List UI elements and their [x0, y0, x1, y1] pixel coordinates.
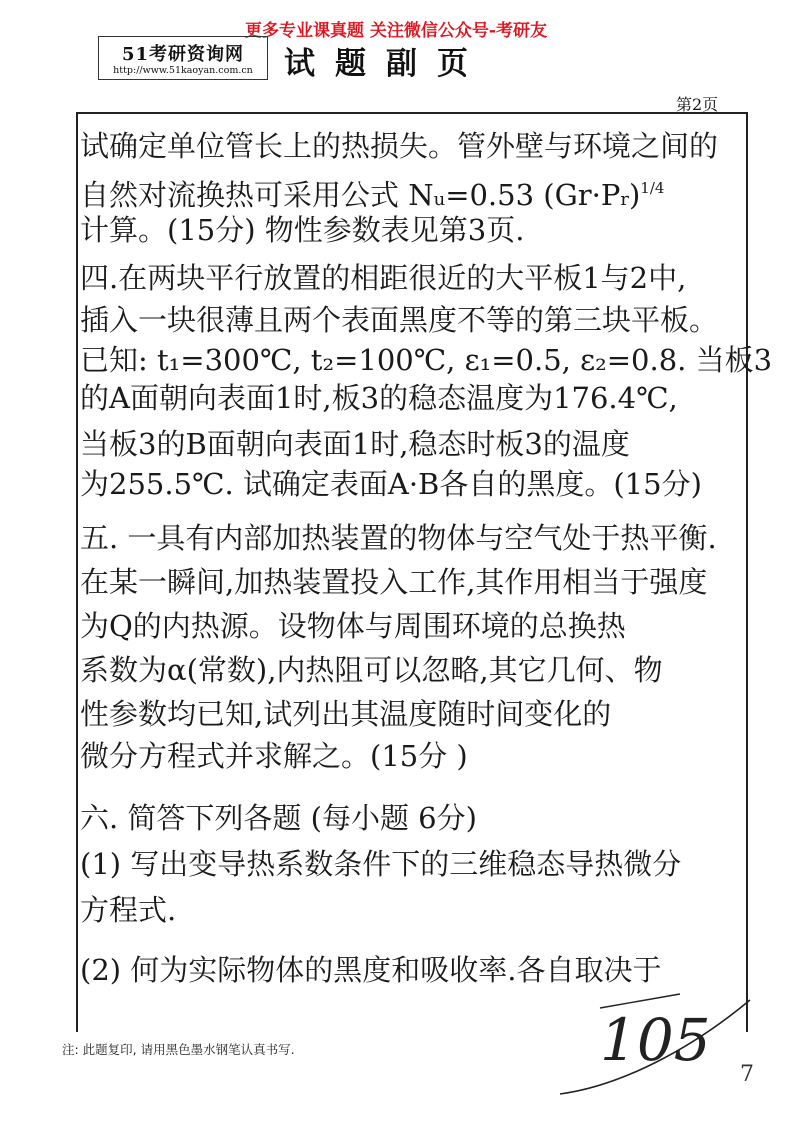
logo-text: 51考研资询网: [121, 44, 245, 65]
body-line: 方程式.: [80, 893, 177, 927]
formula-subscript: r: [620, 189, 629, 210]
body-line: (2) 何为实际物体的黑度和吸收率.各自取决于: [80, 953, 662, 987]
formula-exponent: 1/4: [640, 179, 665, 197]
score-text: 105: [600, 1006, 711, 1074]
formula-prefix: 自然对流换热可采用公式 N: [80, 178, 434, 212]
formula-subscript: u: [433, 189, 446, 210]
corner-mark: 7: [740, 1062, 754, 1087]
handwritten-score: [560, 990, 760, 1100]
page-title: 试题副页: [284, 46, 488, 82]
body-line: 系数为α(常数),内热阻可以忽略,其它几何、物: [80, 653, 663, 687]
page-number: 第2页: [676, 95, 719, 114]
body-line: 为Q的内热源。设物体与周围环境的总换热: [80, 609, 626, 643]
footnote: 注: 此题复印, 请用黑色墨水钢笔认真书写.: [62, 1042, 295, 1057]
page-header: [98, 36, 738, 88]
body-line: 计算。(15分) 物性参数表见第3页.: [80, 213, 525, 247]
body-line: 性参数均已知,试列出其温度随时间变化的: [80, 697, 612, 731]
formula-middle: =0.53 (Gr·P: [445, 178, 621, 212]
site-logo: [98, 36, 268, 80]
body-line: 的A面朝向表面1时,板3的稳态温度为176.4℃,: [80, 381, 678, 415]
body-line: 试确定单位管长上的热损失。管外壁与环境之间的: [80, 129, 719, 163]
promo-banner: 更多专业课真题 关注微信公众号-考研友: [245, 21, 547, 41]
body-line: 当板3的B面朝向表面1时,稳态时板3的温度: [80, 427, 630, 461]
body-line: 已知: t₁=300℃, t₂=100℃, ε₁=0.5, ε₂=0.8. 当板3: [80, 343, 773, 377]
body-line: 为255.5℃. 试确定表面A·B各自的黑度。(15分): [80, 467, 702, 501]
formula-close: ): [628, 178, 641, 212]
body-line: 六. 简答下列各题 (每小题 6分): [80, 801, 477, 835]
body-line: (1) 写出变导热系数条件下的三维稳态导热微分: [80, 847, 682, 881]
body-line: 插入一块很薄且两个表面黑度不等的第三块平板。: [80, 303, 719, 337]
body-line: 四.在两块平行放置的相距很近的大平板1与2中,: [80, 261, 687, 295]
body-line: 在某一瞬间,加热装置投入工作,其作用相当于强度: [80, 565, 708, 599]
body-line-formula: [80, 170, 664, 218]
logo-url: http://www.51kaoyan.com.cn: [113, 65, 253, 76]
body-line: 微分方程式并求解之。(15分 ): [80, 739, 468, 773]
body-line: 五. 一具有内部加热装置的物体与空气处于热平衡.: [80, 521, 717, 555]
